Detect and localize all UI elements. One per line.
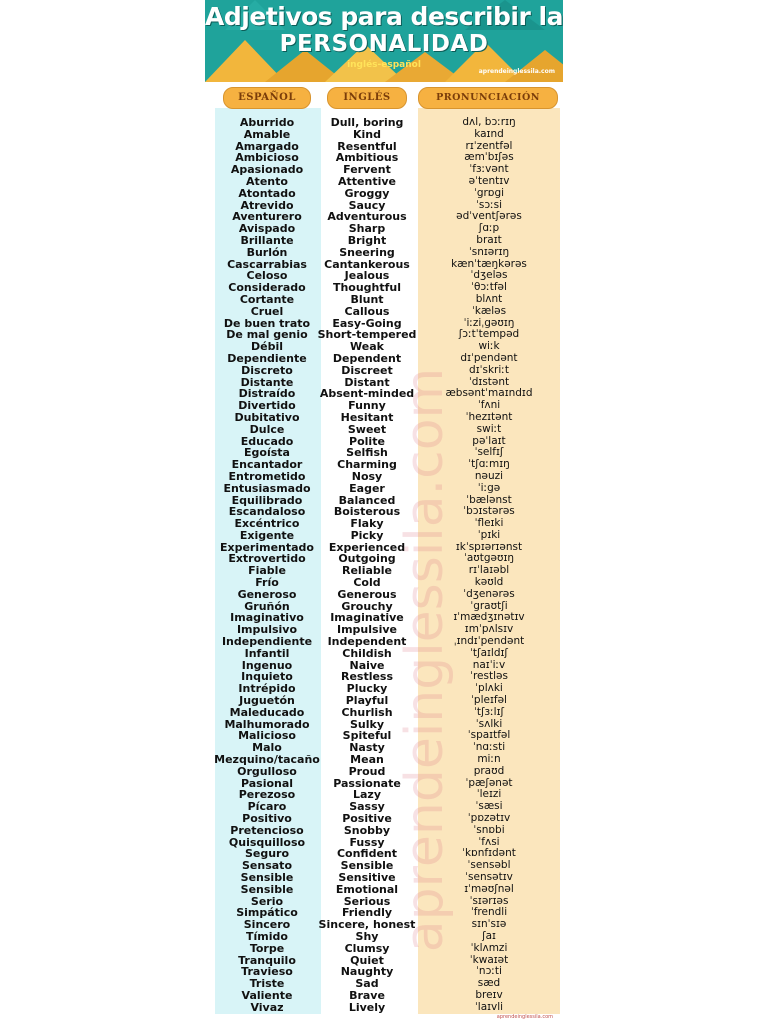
english-word: Picky (350, 528, 384, 542)
spanish-word: Amable (243, 127, 291, 141)
spanish-word: De mal genio (226, 328, 308, 342)
pronunciation: ˈfʌsi (478, 835, 500, 848)
pronunciation: ʃɔːtˈtempəd (458, 328, 520, 341)
english-word: Independent (327, 635, 407, 649)
spanish-word: Distante (240, 375, 294, 389)
spanish-word: Juguetón (239, 694, 295, 708)
pronunciation: pəˈlaɪt (472, 434, 506, 447)
english-word: Brave (349, 988, 385, 1002)
pronunciation: kaɪnd (474, 127, 504, 140)
english-word: Nosy (351, 469, 383, 483)
english-word: Selfish (346, 446, 388, 460)
spanish-word: Extrovertido (228, 552, 306, 566)
english-word: Flaky (350, 517, 384, 531)
watermark: aprendeinglessila.com (395, 367, 455, 953)
spanish-word: Perezoso (238, 788, 296, 802)
spanish-word: Serio (250, 894, 284, 908)
english-word: Bright (347, 233, 387, 247)
pronunciation: rɪˈlaɪəbl (468, 564, 510, 577)
spanish-word: Imaginativo (230, 611, 304, 625)
spanish-word: Entusiasmado (223, 481, 311, 495)
english-word: Sad (355, 977, 379, 991)
english-word: Cold (353, 576, 381, 590)
spanish-word: Sincero (243, 918, 291, 932)
spanish-word: Sensible (240, 882, 294, 896)
pronunciation: ˈsɪərɪəs (469, 894, 509, 907)
english-word: Imaginative (330, 611, 404, 625)
english-word: Childish (342, 646, 392, 660)
spanish-word: De buen trato (223, 316, 311, 330)
pronunciation: ˈaʊtgəʊɪŋ (463, 552, 515, 565)
spanish-word: Distraído (238, 387, 296, 401)
spanish-word: Escandaloso (228, 505, 306, 519)
spanish-word: Cortante (239, 292, 295, 306)
pronunciation: ˈrestləs (470, 670, 508, 683)
pronunciation: ˈsæsi (475, 800, 503, 813)
spanish-word: Cascarrabias (227, 257, 307, 271)
table-row (205, 412, 563, 424)
pronunciation: ˈklʌmzi (470, 941, 508, 954)
english-word: Charming (337, 458, 397, 472)
pronunciation: ˈtʃaɪldɪʃ (470, 646, 508, 659)
english-word: Restless (340, 670, 394, 684)
pronunciation: ˈlaɪvli (474, 1000, 504, 1013)
table-row (205, 530, 563, 542)
table-row (205, 589, 563, 601)
table-row (205, 990, 563, 1002)
table-row (205, 471, 563, 483)
pronunciation: ˈbɔɪstərəs (463, 505, 515, 518)
pronunciation: ˈtʃɑːmɪŋ (468, 458, 510, 471)
spanish-word: Malo (252, 741, 282, 755)
english-word: Passionate (333, 776, 401, 790)
english-word: Confident (336, 847, 398, 861)
spanish-word: Orgulloso (237, 764, 297, 778)
title-line-1: Adjetivos para describir la (205, 2, 563, 31)
pronunciation: ˈfleɪki (474, 517, 504, 530)
spanish-word: Inquieto (241, 670, 293, 684)
pronunciation: dɪˈpendənt (460, 351, 518, 364)
table-row (205, 483, 563, 495)
pronunciation: ˈleɪzi (476, 788, 502, 801)
english-word: Sneering (339, 245, 395, 259)
english-word: Sensitive (338, 871, 396, 884)
spanish-word: Independiente (221, 635, 313, 649)
header-banner (205, 0, 563, 82)
pronunciation: dʌl, bɔːrɪŋ (462, 116, 516, 128)
spanish-word: Malhumorado (224, 717, 310, 731)
spanish-word: Amargado (235, 139, 299, 153)
pronunciation: ˈkæləs (471, 304, 507, 317)
spanish-word: Gruñón (244, 599, 290, 613)
english-word: Funny (348, 399, 386, 413)
english-word: Emotional (335, 882, 399, 896)
pronunciation: breɪv (475, 988, 503, 1001)
spanish-word: Ambicioso (235, 151, 299, 165)
spanish-word: Tranquilo (238, 953, 296, 967)
pronunciation: ˈsɔːsi (475, 198, 503, 211)
spanish-word: Débil (250, 340, 283, 354)
spanish-word: Travieso (241, 965, 293, 979)
header-espanol: ESPAÑOL (223, 87, 311, 109)
english-word: Nasty (349, 741, 385, 755)
english-word: Adventurous (327, 210, 407, 224)
spanish-word: Triste (249, 977, 285, 991)
pronunciation: ˈpæʃənət (465, 776, 513, 789)
table-row (205, 825, 563, 837)
table-row (205, 353, 563, 365)
pronunciation: ˈsensətɪv (465, 871, 513, 883)
spanish-word: Equilibrado (231, 493, 303, 507)
pronunciation: miːn (477, 753, 501, 766)
table-row (205, 294, 563, 306)
pronunciation: ˈkɒnfɪdənt (462, 847, 516, 860)
pronunciation: ˈgraʊtʃi (470, 599, 508, 612)
english-word: Jealous (344, 269, 390, 283)
spanish-word: Pretencioso (230, 823, 304, 837)
spanish-word: Atento (246, 174, 288, 188)
spanish-word: Atontado (238, 186, 296, 200)
spanish-word: Aventurero (232, 210, 302, 224)
header-ingles: INGLÉS (327, 87, 407, 109)
spanish-word: Quisquilloso (228, 835, 306, 849)
pronunciation: braɪt (476, 233, 502, 246)
table-row (205, 931, 563, 943)
english-word: Sincere, honest (318, 918, 416, 932)
pronunciation: sæd (477, 977, 501, 990)
pronunciation: ɪˈmædʒɪnətɪv (453, 611, 525, 624)
english-word: Sulky (349, 717, 384, 731)
spanish-word: Sensato (242, 859, 292, 873)
pronunciation: ədˈventʃərəs (456, 210, 522, 223)
spanish-word: Simpático (236, 906, 298, 920)
pronunciation: ˈfrendli (470, 906, 508, 919)
pronunciation: ɪkˈspɪərɪənst (455, 540, 523, 553)
pronunciation: swiːt (476, 422, 502, 435)
table-row (205, 943, 563, 955)
pronunciation: æbsəntˈmaɪndɪd (445, 387, 533, 400)
spanish-word: Infantil (244, 646, 290, 660)
spanish-word: Sensible (240, 871, 294, 884)
pronunciation: rɪˈzentfəl (465, 139, 513, 152)
english-word: Shy (355, 929, 379, 943)
pronunciation: ˈspaɪtfəl (467, 729, 511, 742)
pronunciation: ˈnɑːsti (472, 741, 506, 754)
pronunciation: ˈθɔːtfəl (471, 281, 507, 294)
english-word: Eager (349, 481, 385, 495)
english-word: Snobby (343, 823, 391, 837)
pronunciation: əˈtentɪv (468, 174, 510, 187)
pronunciation: kænˈtæŋkərəs (451, 257, 527, 270)
spanish-word: Torpe (249, 941, 285, 955)
pronunciation: ˈpleɪfəl (471, 694, 507, 707)
spanish-word: Cruel (250, 304, 284, 318)
vocabulary-list (205, 117, 563, 1014)
english-word: Resentful (337, 139, 397, 153)
spanish-word: Valiente (241, 988, 293, 1002)
spanish-word: Vivaz (250, 1000, 284, 1014)
english-word: Sharp (348, 222, 386, 236)
pronunciation: ˈnɔːti (476, 965, 502, 978)
table-row (205, 235, 563, 247)
spanish-word: Mezquino/tacaño (214, 753, 320, 767)
spanish-word: Apasionado (230, 163, 304, 177)
english-word: Saucy (348, 198, 386, 212)
footer-site: aprendeinglessila.com (496, 1014, 553, 1020)
spanish-word: Encantador (231, 458, 303, 472)
english-word: Cantankerous (324, 257, 410, 271)
pronunciation: nəuzi (474, 469, 504, 482)
english-word: Dependent (332, 351, 402, 365)
english-word: Serious (343, 894, 391, 908)
spanish-word: Educado (240, 434, 294, 448)
title-line-2: PERSONALIDAD (279, 31, 489, 57)
subtitle: inglés-español (347, 60, 421, 70)
english-word: Naughty (340, 965, 394, 979)
english-word: Blunt (350, 292, 384, 306)
english-word: Ambitious (335, 151, 399, 165)
spanish-word: Dependiente (227, 351, 307, 365)
english-word: Reliable (342, 564, 392, 578)
spanish-word: Malicioso (238, 729, 296, 743)
pronunciation: ˈfʌni (477, 399, 501, 412)
english-word: Weak (350, 340, 384, 354)
english-word: Playful (345, 694, 389, 708)
spanish-word: Frío (255, 576, 279, 590)
pronunciation: ˈsnɪərɪŋ (468, 245, 510, 258)
spanish-word: Entrometido (228, 469, 306, 483)
english-word: Dull, boring (330, 116, 404, 129)
english-word: Kind (353, 127, 381, 141)
spanish-word: Fiable (248, 564, 286, 578)
spanish-word: Excéntrico (234, 517, 300, 531)
table-row (205, 188, 563, 200)
pronunciation: ˈiːziˌgəʊɪŋ (463, 316, 515, 329)
spanish-word: Pasional (240, 776, 294, 790)
spanish-word: Celoso (246, 269, 288, 283)
pronunciation: blʌnt (475, 292, 503, 305)
pronunciation: dɪˈskriːt (469, 363, 509, 376)
spanish-word: Tímido (246, 929, 288, 943)
english-word: Easy-Going (332, 316, 402, 330)
table-row (205, 129, 563, 141)
pronunciation: ˈsʌlki (475, 717, 503, 730)
pronunciation: ʃɑːp (478, 222, 500, 235)
spanish-word: Egoísta (244, 446, 290, 460)
english-word: Absent-minded (319, 387, 415, 401)
pronunciation: ˈiːgə (477, 481, 501, 494)
pronunciation: ˈsensəbl (467, 859, 511, 872)
spanish-word: Pícaro (247, 800, 287, 814)
english-word: Discreet (341, 363, 393, 377)
pronunciation: ˈfɜːvənt (469, 163, 509, 176)
pronunciation: ˈbælənst (466, 493, 512, 506)
english-word: Clumsy (344, 941, 390, 955)
spanish-word: Intrépido (238, 682, 296, 696)
table-row (205, 306, 563, 318)
header-site: aprendeinglessila.com (478, 68, 555, 75)
pronunciation: ˈgrɒgi (473, 186, 505, 199)
pronunciation: praʊd (473, 764, 505, 777)
english-word: Groggy (344, 186, 390, 200)
spanish-word: Maleducado (229, 705, 305, 719)
english-word: Grouchy (341, 599, 393, 613)
english-word: Thoughtful (332, 281, 402, 295)
english-word: Experienced (328, 540, 406, 554)
english-word: Churlish (341, 705, 393, 719)
english-word: Naive (349, 658, 385, 672)
spanish-word: Brillante (240, 233, 294, 247)
spanish-word: Considerado (228, 281, 306, 295)
english-word: Friendly (341, 906, 393, 920)
english-word: Fervent (343, 163, 391, 177)
pronunciation: ɪˈməʊʃnəl (464, 882, 514, 895)
english-word: Sweet (347, 422, 387, 436)
pronunciation: ˈdʒeləs (470, 269, 508, 282)
table-row (205, 1002, 563, 1014)
pronunciation: naɪˈiːv (472, 658, 506, 671)
pronunciation: ˈkwaɪət (469, 953, 509, 966)
spanish-word: Positivo (242, 812, 292, 826)
table-row (205, 424, 563, 436)
english-word: Attentive (338, 174, 396, 188)
pronunciation: wiːk (478, 340, 500, 353)
table-row (205, 247, 563, 259)
english-word: Fussy (349, 835, 385, 849)
english-word: Lively (348, 1000, 386, 1014)
pronunciation: ˈdɪstənt (468, 375, 510, 388)
poster (205, 0, 563, 1024)
pronunciation: ˌɪndɪˈpendənt (453, 635, 525, 648)
table-row (205, 365, 563, 377)
english-word: Short-tempered (317, 328, 417, 342)
spanish-word: Dulce (249, 422, 285, 436)
english-word: Balanced (338, 493, 396, 507)
english-word: Mean (350, 753, 384, 767)
pronunciation: ʃaɪ (482, 929, 496, 942)
spanish-word: Ingenuo (241, 658, 293, 672)
pronunciation: ˈplʌki (475, 682, 503, 695)
table-row (205, 176, 563, 188)
pronunciation: ˈselfɪʃ (474, 446, 504, 459)
table-row (205, 648, 563, 660)
spanish-word: Discreto (241, 363, 293, 377)
table-row (205, 766, 563, 778)
english-word: Positive (342, 812, 392, 826)
spanish-word: Exigente (239, 528, 295, 542)
english-word: Impulsive (337, 623, 397, 637)
spanish-word: Seguro (244, 847, 290, 861)
pronunciation: ɪmˈpʌlsɪv (464, 623, 514, 636)
spanish-word: Burlón (246, 245, 288, 259)
english-word: Quiet (350, 953, 384, 967)
header-pronunciacion: PRONUNCIACIÓN (418, 87, 558, 109)
pronunciation: sɪnˈsɪə (471, 918, 507, 931)
pronunciation: kəʊld (474, 576, 504, 589)
pronunciation: ˈtʃɜːlɪʃ (474, 705, 504, 718)
english-word: Polite (349, 434, 385, 448)
pronunciation: ˈhezɪtənt (465, 410, 513, 423)
english-word: Distant (344, 375, 390, 389)
english-word: Hesitant (340, 410, 394, 424)
english-word: Boisterous (333, 505, 401, 519)
table-row (205, 707, 563, 719)
spanish-word: Dubitativo (234, 410, 300, 424)
table-row (205, 884, 563, 896)
pronunciation: ˈpɒzətɪv (467, 812, 511, 825)
english-word: Spiteful (342, 729, 392, 743)
spanish-word: Generoso (237, 587, 297, 601)
spanish-word: Impulsivo (236, 623, 298, 637)
english-word: Generous (337, 587, 397, 601)
spanish-word: Experimentado (219, 540, 314, 554)
pronunciation: ˈpɪki (477, 528, 501, 541)
english-word: Sensible (340, 859, 394, 873)
pronunciation: ˈsnɒbi (473, 823, 505, 836)
english-word: Proud (348, 764, 386, 778)
spanish-word: Avispado (238, 222, 296, 236)
english-word: Callous (344, 304, 390, 318)
pronunciation: æmˈbɪʃəs (464, 151, 514, 164)
spanish-word: Divertido (238, 399, 296, 413)
english-word: Plucky (346, 682, 388, 696)
english-word: Lazy (352, 788, 381, 802)
pronunciation: ˈdʒenərəs (463, 587, 515, 600)
spanish-word: Aburrido (239, 116, 295, 129)
english-word: Outgoing (338, 552, 396, 566)
english-word: Sassy (349, 800, 385, 814)
spanish-word: Atrevido (240, 198, 294, 212)
